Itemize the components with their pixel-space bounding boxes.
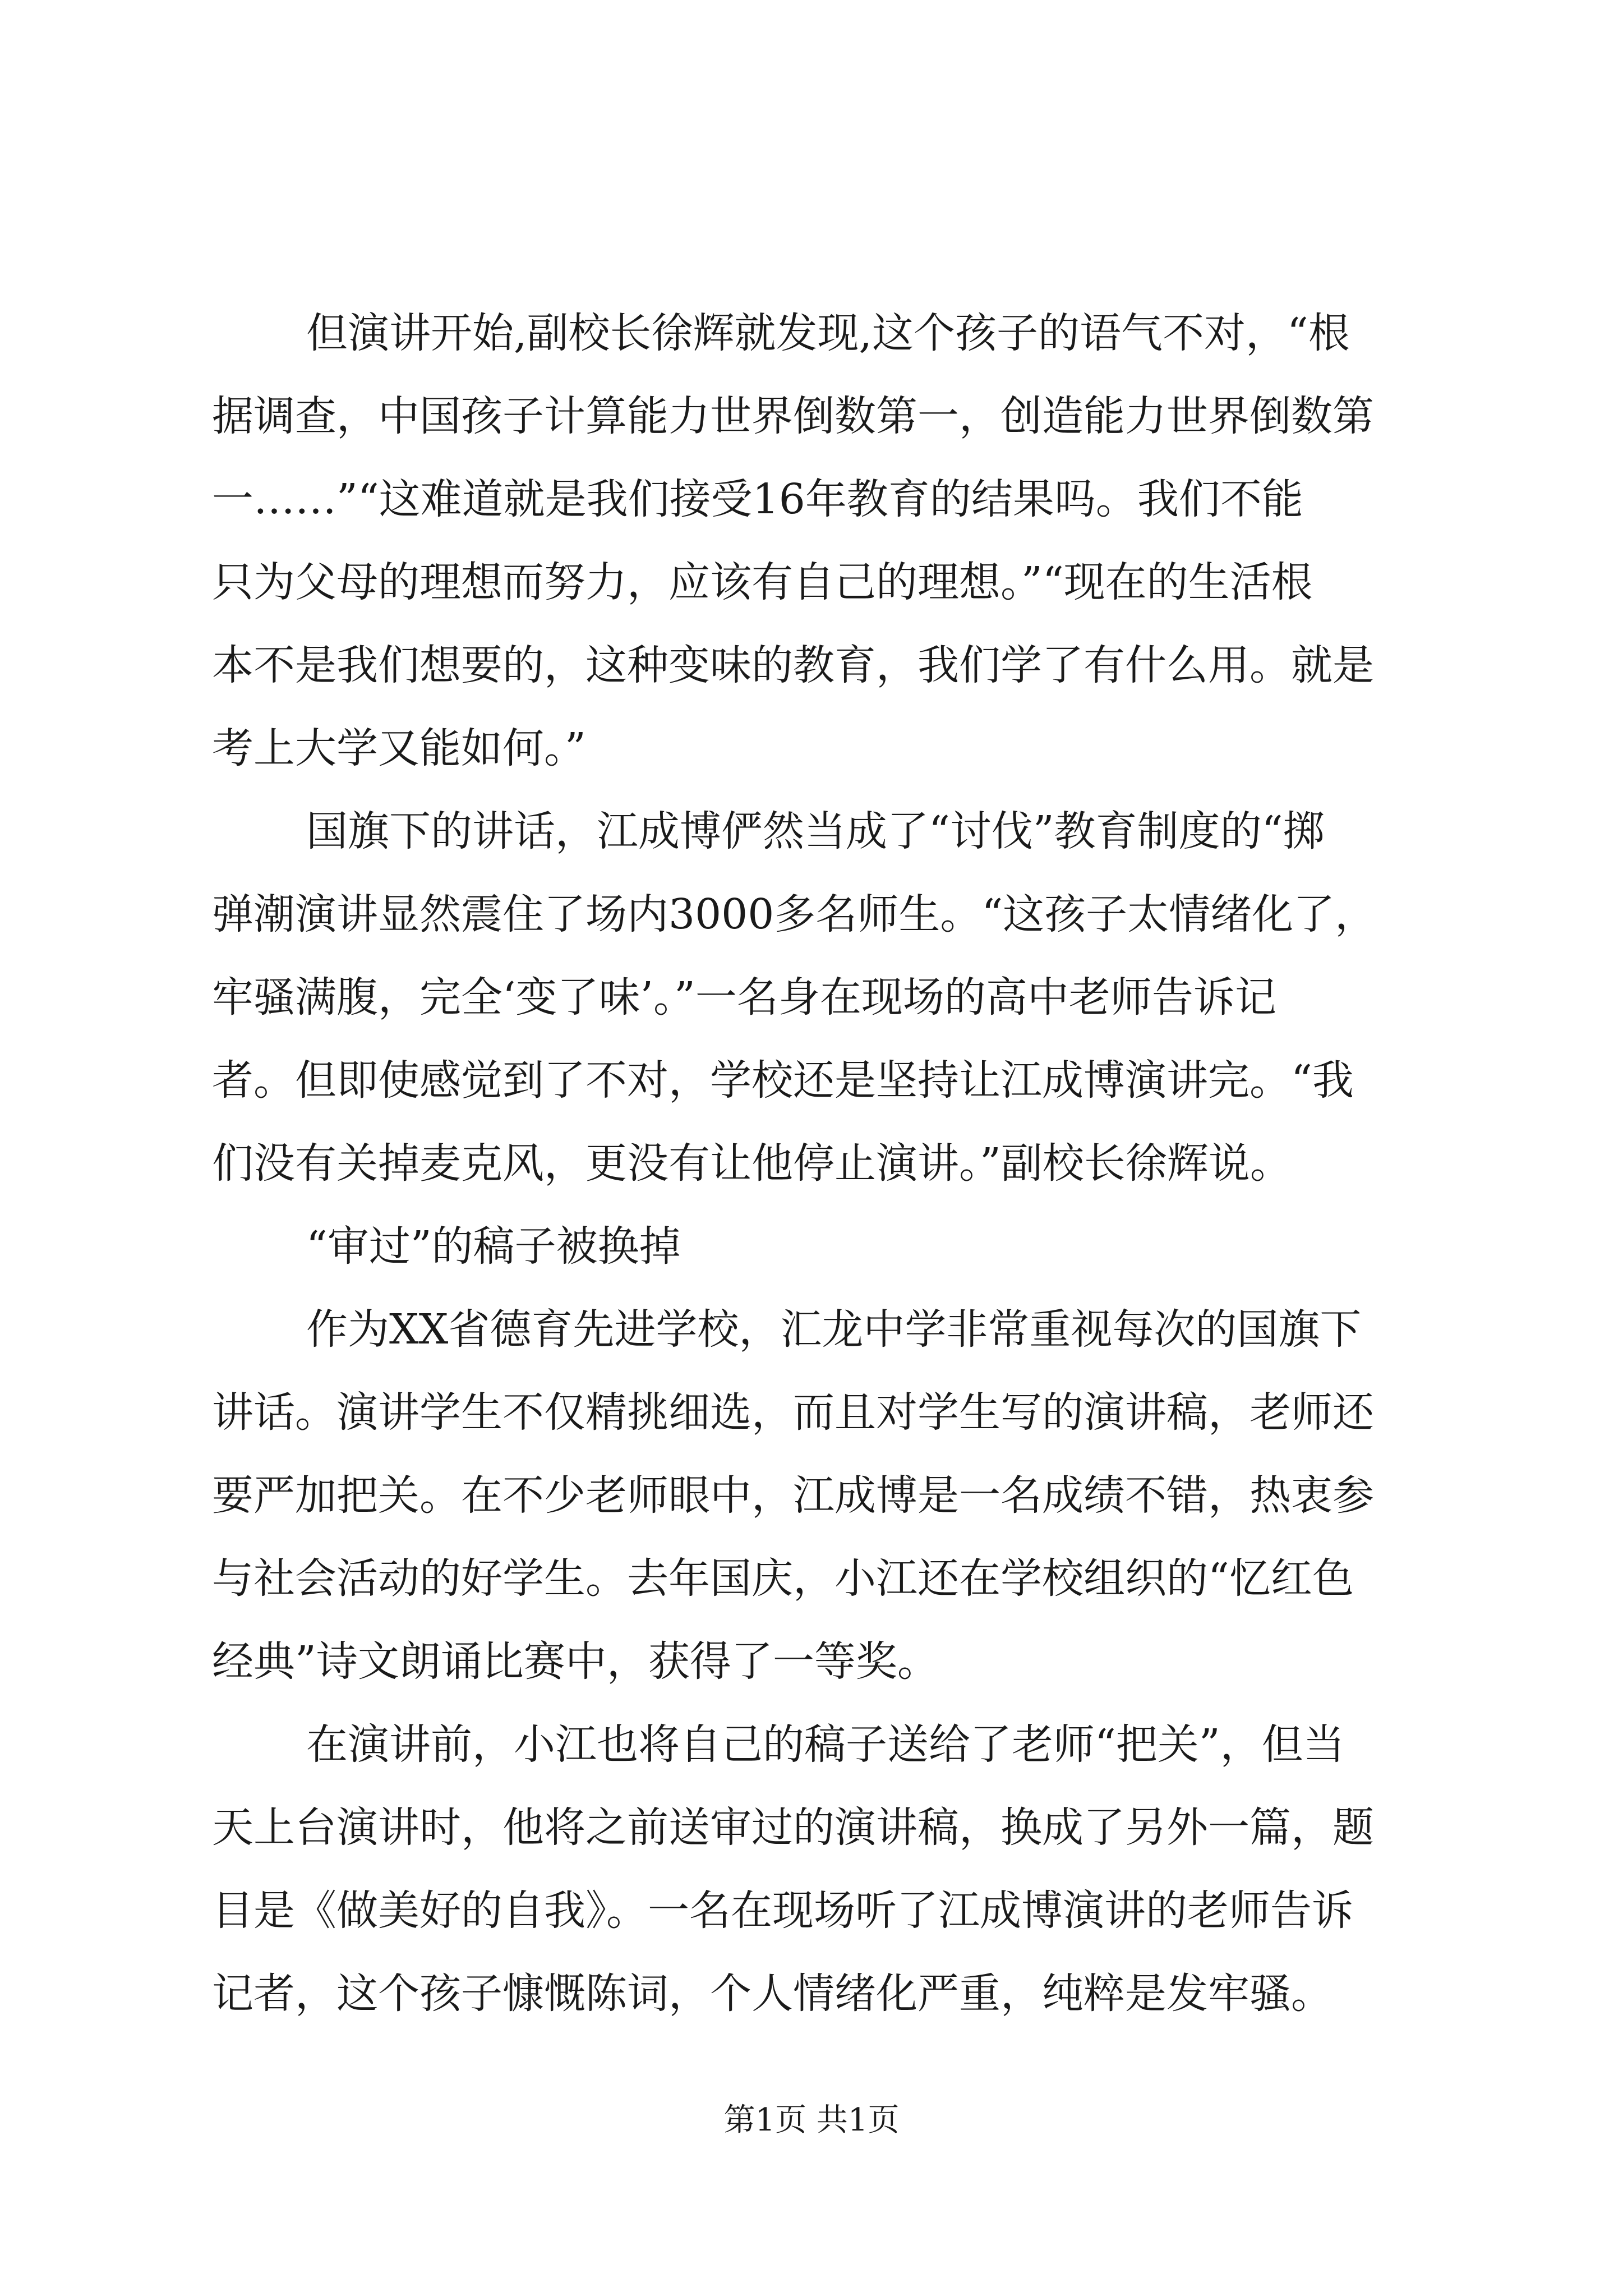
text-line: 记者，这个孩子慷慨陈词，个人情绪化严重，纯粹是发牢骚。 (212, 1970, 1332, 2018)
text-line: 们没有关掉麦克风，更没有让他停止演讲。”副校长徐辉说。 (212, 1139, 1292, 1188)
text-line: 只为父母的理想而努力，应该有自己的理想。”“现在的生活根 (212, 558, 1313, 606)
text-line: 与社会活动的好学生。去年国庆，小江还在学校组织的“忆红色 (212, 1554, 1354, 1603)
text-line: 弹潮演讲显然震住了场内3000多名师生。“这孩子太情绪化了， (212, 890, 1377, 938)
text-line: 考上大学又能如何。” (212, 724, 586, 772)
text-line: 讲话。演讲学生不仅精挑细选，而且对学生写的演讲稿，老师还 (212, 1388, 1374, 1437)
text-line: 本不是我们想要的，这种变味的教育，我们学了有什么用。就是 (212, 641, 1374, 689)
text-line: 者。但即使感觉到了不对，学校还是坚持让江成博演讲完。“我 (212, 1056, 1354, 1105)
text-line: 经典”诗文朗诵比赛中，获得了一等奖。 (212, 1637, 939, 1686)
text-line: 国旗下的讲话，江成博俨然当成了“讨伐”教育制度的“掷 (306, 807, 1325, 855)
document-body (212, 292, 1412, 2035)
text-line: 一……”“这难道就是我们接受16年教育的结果吗。我们不能 (212, 475, 1303, 523)
section-heading: “审过”的稿子被换掉 (306, 1222, 681, 1271)
text-line: 牢骚满腹，完全‘变了味’。”一名身在现场的高中老师告诉记 (212, 973, 1276, 1022)
text-line: 目是《做美好的自我》。一名在现场听了江成博演讲的老师告诉 (212, 1887, 1353, 1935)
text-line: 但演讲开始,副校长徐辉就发现,这个孩子的语气不对，“根 (306, 309, 1350, 357)
text-line: 天上台演讲时，他将之前送审过的演讲稿，换成了另外一篇，题 (212, 1803, 1374, 1852)
text-line: 在演讲前，小江也将自己的稿子送给了老师“把关”，但当 (306, 1720, 1345, 1769)
text-line: 要严加把关。在不少老师眼中，江成博是一名成绩不错，热衷参 (212, 1471, 1374, 1520)
text-line: 作为XX省德育先进学校，汇龙中学非常重视每次的国旗下 (306, 1305, 1362, 1354)
page-footer: 第1页 共1页 (723, 2102, 900, 2138)
text-line: 据调查，中国孩子计算能力世界倒数第一，创造能力世界倒数第 (212, 392, 1374, 440)
